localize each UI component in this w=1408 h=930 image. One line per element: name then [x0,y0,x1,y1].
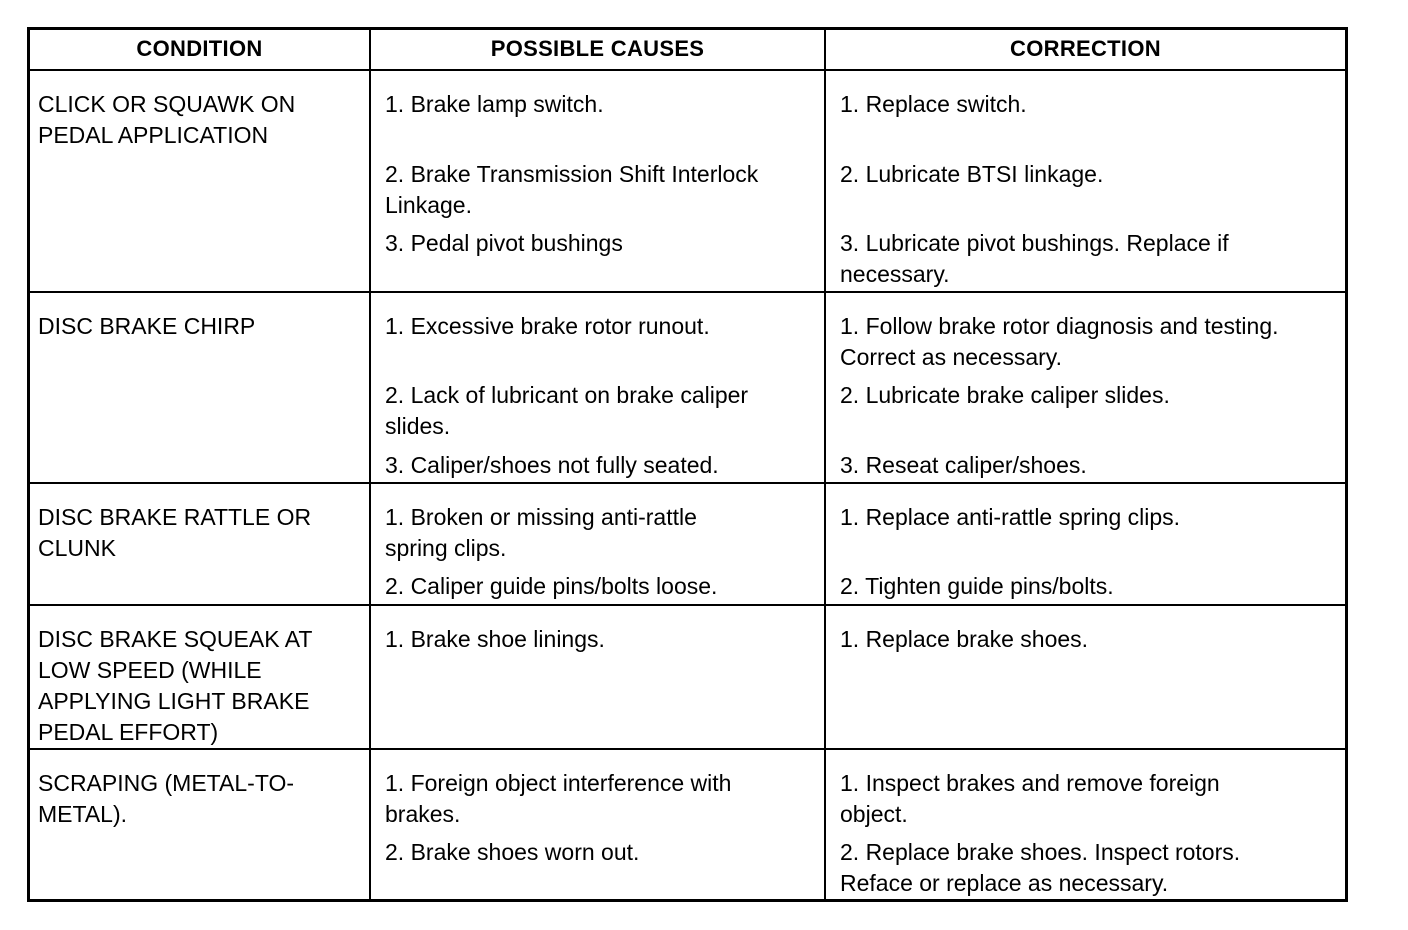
condition-cell [30,750,371,899]
cause-item: 1. Foreign object interference with brakes. [385,769,732,827]
condition-text: DISC BRAKE SQUEAK AT LOW SPEED (WHILE APPLYING LIGHT BRAKE PEDAL EFFORT) [38,625,313,745]
correction-item: 1. Inspect brakes and remove foreign object. [840,769,1220,827]
condition-cell [30,293,371,482]
correction-cell [826,293,1345,482]
correction-item: 2. Lubricate BTSI linkage. [840,160,1104,187]
causes-cell [371,606,826,748]
table-row [30,484,1345,606]
correction-item: 2. Lubricate brake caliper slides. [840,382,1170,409]
diagnosis-table [27,27,1348,902]
correction-item: 2. Replace brake shoes. Inspect rotors. Reface or replace as necessary. [840,838,1241,896]
causes-cell [371,293,826,482]
correction-cell [826,484,1345,604]
causes-cell [371,71,826,291]
condition-text: DISC BRAKE RATTLE OR CLUNK [38,504,312,562]
correction-cell [826,750,1345,899]
condition-cell [30,71,371,291]
correction-cell [826,606,1345,748]
cause-item: 1. Broken or missing anti-rattle spring clips. [385,504,697,562]
correction-item: 1. Replace brake shoes. [840,625,1089,652]
cause-item: 2. Brake shoes worn out. [385,838,640,865]
correction-item: 1. Replace anti-rattle spring clips. [840,504,1181,531]
cause-item: 3. Pedal pivot bushings [385,229,623,256]
correction-item: 2. Tighten guide pins/bolts. [840,573,1114,600]
table-row [30,293,1345,484]
cause-item: 1. Excessive brake rotor runout. [385,313,710,340]
condition-cell [30,606,371,748]
cause-item: 2. Caliper guide pins/bolts loose. [385,573,718,600]
table-row [30,750,1345,899]
cause-item: 3. Caliper/shoes not fully seated. [385,452,719,479]
correction-cell [826,71,1345,291]
header-correction: CORRECTION [1010,36,1161,62]
correction-item: 1. Follow brake rotor diagnosis and testing. Correct as necessary. [840,313,1279,371]
table-row [30,606,1345,750]
correction-item: 3. Lubricate pivot bushings. Replace if necessary. [840,229,1229,287]
condition-text: SCRAPING (METAL-TO- METAL). [38,769,294,827]
cause-item: 2. Lack of lubricant on brake caliper slides. [385,382,749,440]
cause-item: 2. Brake Transmission Shift Interlock Linkage. [385,160,759,218]
cause-item: 1. Brake lamp switch. [385,90,604,117]
table-row [30,71,1345,293]
condition-cell [30,484,371,604]
condition-text: CLICK OR SQUAWK ON PEDAL APPLICATION [38,90,296,148]
cause-item: 1. Brake shoe linings. [385,625,605,652]
correction-item: 1. Replace switch. [840,90,1027,117]
causes-cell [371,484,826,604]
header-possible-causes: POSSIBLE CAUSES [371,30,826,69]
condition-text: DISC BRAKE CHIRP [38,313,256,340]
correction-item: 3. Reseat caliper/shoes. [840,452,1087,479]
causes-cell [371,750,826,899]
table-header-row [30,30,1345,71]
header-condition: CONDITION [30,30,371,69]
